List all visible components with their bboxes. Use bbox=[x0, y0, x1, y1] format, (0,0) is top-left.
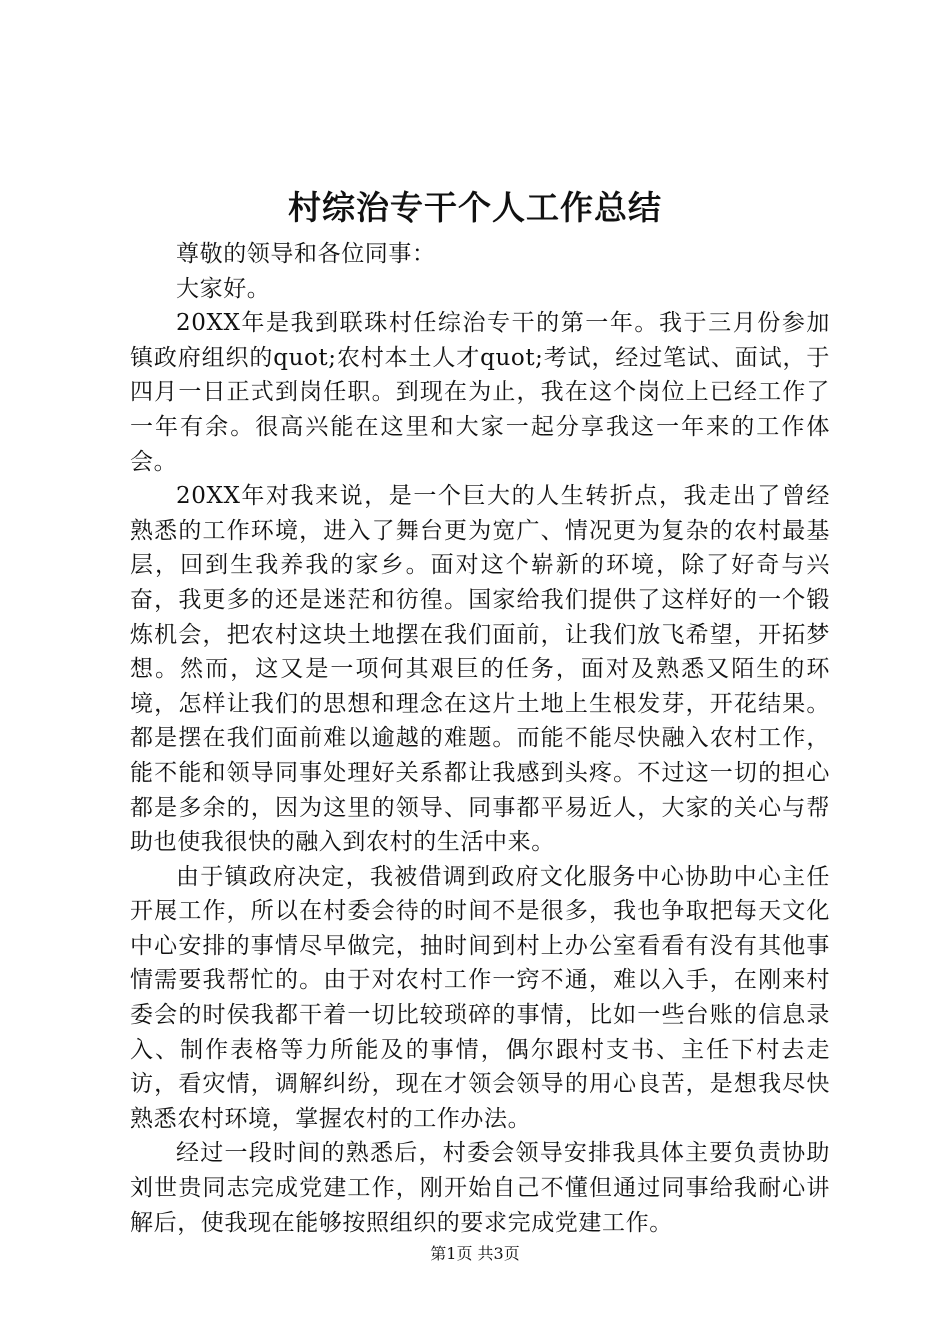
document-body bbox=[130, 237, 830, 1240]
greeting: 大家好。 bbox=[176, 275, 271, 302]
salutation: 尊敬的领导和各位同事： bbox=[176, 241, 436, 267]
document-title: 村综治专干个人工作总结 bbox=[288, 188, 662, 227]
body-paragraph: 20XX年对我来说，是一个巨大的人生转折点，我走出了曾经熟悉的工作环境，进入了舞台更为宽广、情况更为复杂的农村最基层，回到生我养我的家乡。面对这个崭新的环境，除了好奇与兴奋，我更多的还是迷茫和彷徨。国家给我们提供了这样好的一个锻炼机会，把农村这块土地摆在我们面前，让我们放飞希望，开拓梦想。然而，这又是一项何其艰巨的任务，面对及熟悉又陌生的环境，怎样让我们的思想和理念在这片土地上生根发芽，开花结果。都是摆在我们面前难以逾越的难题。而能不能尽快融入农村工作，能不能和领导同事处理好关系都让我感到头疼。不过这一切的担心都是多余的，因为这里的领导、同事都平易近人，大家的关心与帮助也使我很快的融入到农村的生活中来。 bbox=[130, 483, 830, 856]
body-paragraph: 经过一段时间的熟悉后，村委会领导安排我具体主要负责协助刘世贵同志完成党建工作，刚开始自己不懂但通过同事给我耐心讲解后，使我现在能够按照组织的要求完成党建工作。 bbox=[130, 1140, 830, 1236]
page-number-footer: 第1页 共3页 bbox=[430, 1244, 520, 1263]
body-paragraph: 20XX年是我到联珠村任综治专干的第一年。我于三月份参加镇政府组织的quot;农村本土人才quot;考试，经过笔试、面试，于四月一日正式到岗任职。到现在为止，我在这个岗位上已经工作了一年有余。很高兴能在这里和大家一起分享我这一年来的工作体会。 bbox=[130, 310, 830, 475]
body-paragraph: 由于镇政府决定，我被借调到政府文化服务中心协助中心主任开展工作，所以在村委会待的时间不是很多，我也争取把每天文化中心安排的事情尽早做完，抽时间到村上办公室看看有没有其他事情需要我帮忙的。由于对农村工作一窍不通，难以入手，在刚来村委会的时侯我都干着一切比较琐碎的事情，比如一些台账的信息录入、制作表格等力所能及的事情，偶尔跟村支书、主任下村去走访，看灾情，调解纠纷，现在才领会领导的用心良苦，是想我尽快熟悉农村环境，掌握农村的工作办法。 bbox=[130, 863, 830, 1132]
